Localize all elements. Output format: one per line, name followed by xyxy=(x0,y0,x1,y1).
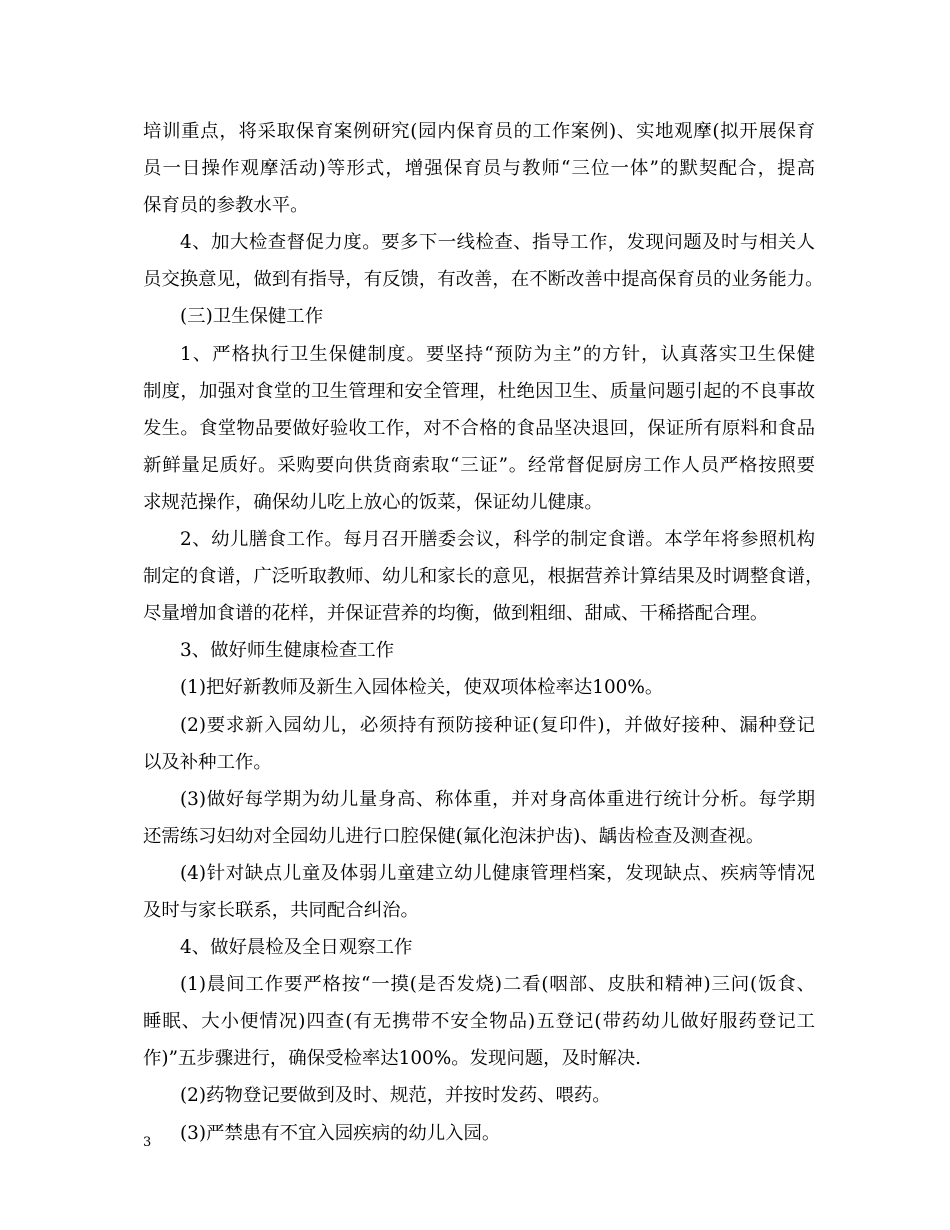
text-line: (1)把好新教师及新生入园体检关，使双项体检率达100%。 xyxy=(180,677,664,699)
text-line: 培训重点，将采取保育案例研究(园内保育员的工作案例)、实地观摩(拟开展保育 xyxy=(143,121,815,142)
text-line: (1)晨间工作要严格按“一摸(是否发烧)二看(咽部、皮肤和精神)三问(饭食、 xyxy=(180,974,815,996)
text-line: (3)严禁患有不宜入园疾病的幼儿入园。 xyxy=(180,1122,501,1144)
text-line: 员交换意见，做到有指导，有反馈，有改善，在不断改善中提高保育员的业务能力。 xyxy=(143,269,824,291)
text-line: 制度，加强对食堂的卫生管理和安全管理，杜绝因卫生、质量问题引起的不良事故 xyxy=(143,380,815,402)
text-line: 尽量增加食谱的花样，并保证营养的均衡，做到粗细、甜咸、干稀搭配合理。 xyxy=(143,603,769,625)
text-line: 求规范操作，确保幼儿吃上放心的饭菜，保证幼儿健康。 xyxy=(143,491,603,513)
document-body xyxy=(143,113,824,1152)
text-line: 发生。食堂物品要做好验收工作，对不合格的食品坚决退回，保证所有原料和食品 xyxy=(143,417,815,439)
text-line: 及时与家长联系，共同配合纠治。 xyxy=(143,899,419,921)
text-line: (3)做好每学期为幼儿量身高、称体重，并对身高体重进行统计分析。每学期 xyxy=(180,788,815,810)
text-line: 1、严格执行卫生保健制度。要坚持“预防为主”的方针，认真落实卫生保健 xyxy=(180,343,815,365)
text-line: 保育员的参教水平。 xyxy=(143,195,309,217)
text-line: (2)要求新入园幼儿，必须持有预防接种证(复印件)，并做好接种、漏种登记 xyxy=(180,714,815,736)
text-line: 睡眠、大小便情况)四查(有无携带不安全物品)五登记(带药幼儿做好服药登记工 xyxy=(143,1011,815,1033)
text-line: 新鲜量足质好。采购要向供货商索取“三证”。经常督促厨房工作人员严格按照要 xyxy=(143,454,815,476)
text-line: 2、幼儿膳食工作。每月召开膳委会议，科学的制定食谱。本学年将参照机构 xyxy=(180,529,815,551)
text-line: (2)药物登记要做到及时、规范，并按时发药、喂药。 xyxy=(180,1085,611,1107)
text-line: (三)卫生保健工作 xyxy=(180,306,324,328)
text-line: 员一日操作观摩活动)等形式，增强保育员与教师“三位一体”的默契配合，提高 xyxy=(143,158,815,180)
text-line: 作)”五步骤进行，确保受检率达100%。发现问题，及时解决. xyxy=(143,1048,641,1070)
text-line: (4)针对缺点儿童及体弱儿童建立幼儿健康管理档案，发现缺点、疾病等情况 xyxy=(180,862,815,884)
text-line: 以及补种工作。 xyxy=(143,751,272,773)
page-number: 3 xyxy=(143,1135,152,1150)
text-line: 4、加大检查督促力度。要多下一线检查、指导工作，发现问题及时与相关人 xyxy=(180,232,815,254)
text-line: 3、做好师生健康检查工作 xyxy=(180,640,394,662)
text-line: 4、做好晨检及全日观察工作 xyxy=(180,937,413,959)
text-line: 还需练习妇幼对全园幼儿进行口腔保健(氟化泡沫护齿)、龋齿检查及测查视。 xyxy=(143,825,765,847)
text-line: 制定的食谱，广泛听取教师、幼儿和家长的意见，根据营养计算结果及时调整食谱， xyxy=(143,566,824,588)
